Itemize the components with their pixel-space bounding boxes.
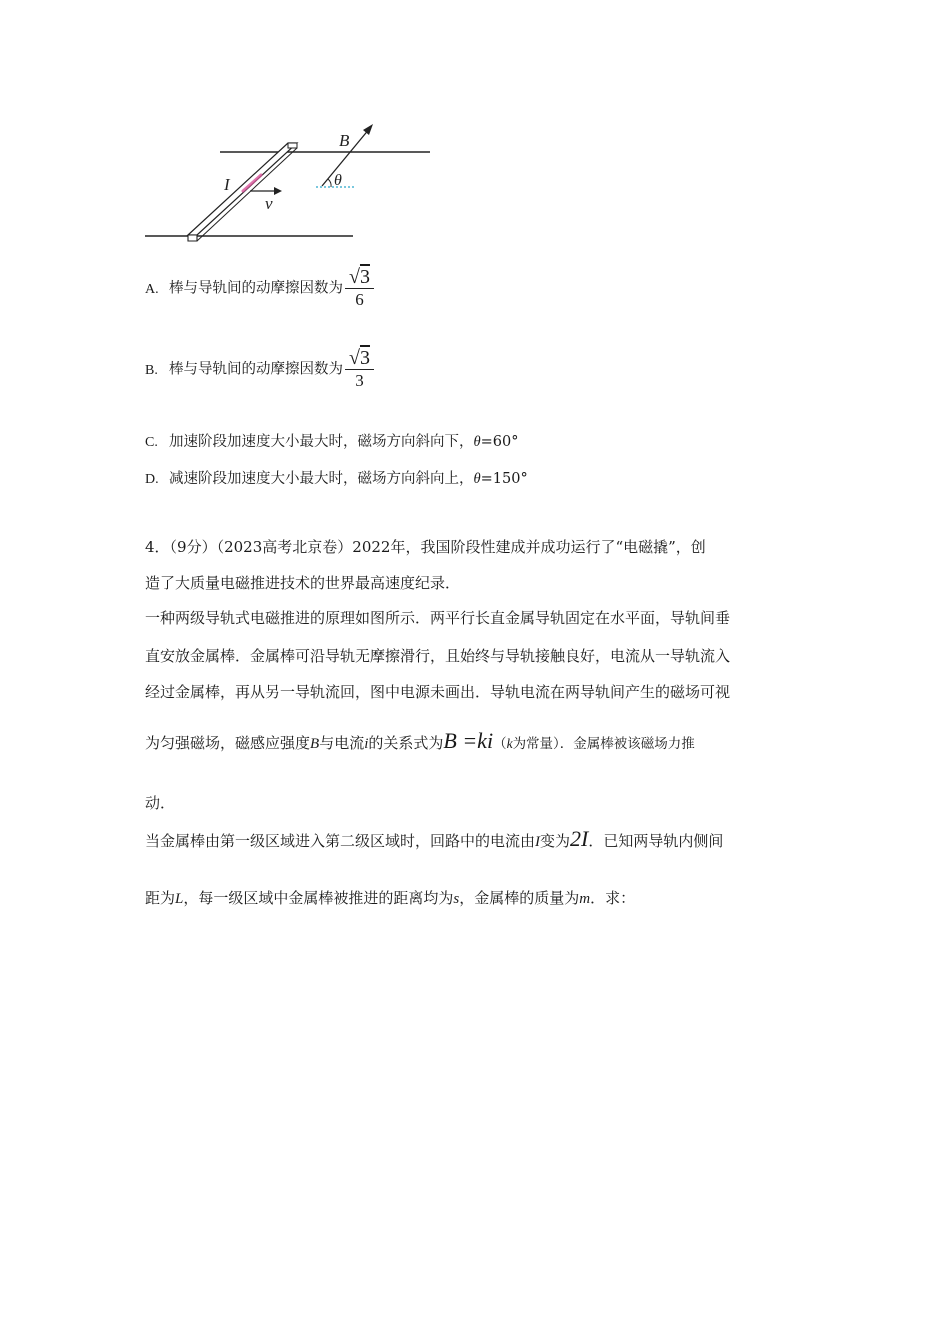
question-text: 2022年，我国阶段性建成并成功运行了“电磁撬”，创 <box>352 538 706 556</box>
question-text: 当金属棒由第一级区域进入第二级区域时，回路中的电流由 <box>145 832 536 850</box>
var-i: i <box>364 736 369 752</box>
angle-value: =150° <box>480 471 528 487</box>
question-line-5 <box>145 681 810 702</box>
question-text: 的关系式为 <box>368 734 444 752</box>
option-a <box>145 266 374 311</box>
var-k: k <box>506 736 513 751</box>
question-line-9 <box>145 887 810 908</box>
var-s: s <box>453 891 460 907</box>
question-line-2 <box>145 572 810 593</box>
question-text: 经过金属棒，再从另一导轨流回，图中电源未画出．导轨电流在两导轨间产生的磁场可视 <box>145 683 731 701</box>
var-I: I <box>535 834 541 850</box>
label-I: I <box>224 175 230 194</box>
fraction-denominator: 6 <box>355 290 364 309</box>
question-number: 4． <box>145 538 170 556</box>
question-text: 造了大质量电磁推进技术的世界最高速度纪录． <box>145 574 461 592</box>
theta-symbol: θ <box>473 471 481 487</box>
question-line-3 <box>145 607 810 628</box>
question-text: 变为 <box>540 832 571 850</box>
question-source: （2023高考北京卷） <box>216 538 353 556</box>
option-letter: B. <box>145 362 158 378</box>
option-text: 棒与导轨间的动摩擦因数为 <box>169 280 343 297</box>
question-line-8 <box>145 826 810 852</box>
question-text: ，金属棒的质量为 <box>459 889 580 907</box>
rail-diagram <box>140 115 440 250</box>
option-text: 加速阶段加速度大小最大时，磁场方向斜向下， <box>169 434 474 450</box>
question-text: （ <box>493 736 507 752</box>
question-line-7 <box>145 792 810 813</box>
label-B: B <box>339 131 350 150</box>
equation-2I: 2I <box>570 826 589 851</box>
option-letter: C. <box>145 435 158 450</box>
fraction-denominator: 3 <box>355 371 364 390</box>
option-text: 棒与导轨间的动摩擦因数为 <box>169 361 343 378</box>
question-line-1 <box>145 536 810 557</box>
fraction: $\frac{√3}{3}$ <box>345 347 374 392</box>
option-text: 减速阶段加速度大小最大时，磁场方向斜向上， <box>169 471 474 487</box>
question-text: 为匀强磁场，磁感应强度 <box>145 734 311 752</box>
angle-arc <box>328 179 331 187</box>
question-text: ．已知两导轨内侧间 <box>588 832 724 850</box>
option-letter: A. <box>145 281 159 297</box>
option-d <box>145 467 528 488</box>
angle-value: =60° <box>480 434 519 450</box>
var-L: L <box>175 891 184 907</box>
var-m: m <box>579 891 591 907</box>
theta-symbol: θ <box>473 434 481 450</box>
label-theta: θ <box>334 172 342 189</box>
question-line-4 <box>145 645 810 666</box>
label-v: v <box>265 194 273 213</box>
question-text: ．求： <box>590 889 636 907</box>
question-text: 直安放金属棒．金属棒可沿导轨无摩擦滑行，且始终与导轨接触良好，电流从一导轨流入 <box>145 647 731 665</box>
option-c <box>145 430 518 451</box>
fraction-numerator: 3 <box>359 347 370 369</box>
option-b <box>145 347 374 392</box>
question-line-6 <box>145 728 810 754</box>
equation-B-ki: B =ki <box>443 728 494 753</box>
fraction-numerator: 3 <box>359 266 370 288</box>
fraction: $\frac{√3}{6}$ <box>345 266 374 311</box>
question-text: ，每一级区域中金属棒被推进的距离均为 <box>183 889 454 907</box>
question-score: （9分） <box>169 538 217 556</box>
option-letter: D. <box>145 472 159 487</box>
var-B: B <box>310 736 320 752</box>
question-text: 动． <box>145 794 176 812</box>
question-text: 距为 <box>145 889 176 907</box>
question-text: 与电流 <box>319 734 365 752</box>
question-text: 为常量）．金属棒被该磁场力推 <box>512 736 695 752</box>
question-text: 一种两级导轨式电磁推进的原理如图所示．两平行长直金属导轨固定在水平面，导轨间垂 <box>145 609 731 627</box>
